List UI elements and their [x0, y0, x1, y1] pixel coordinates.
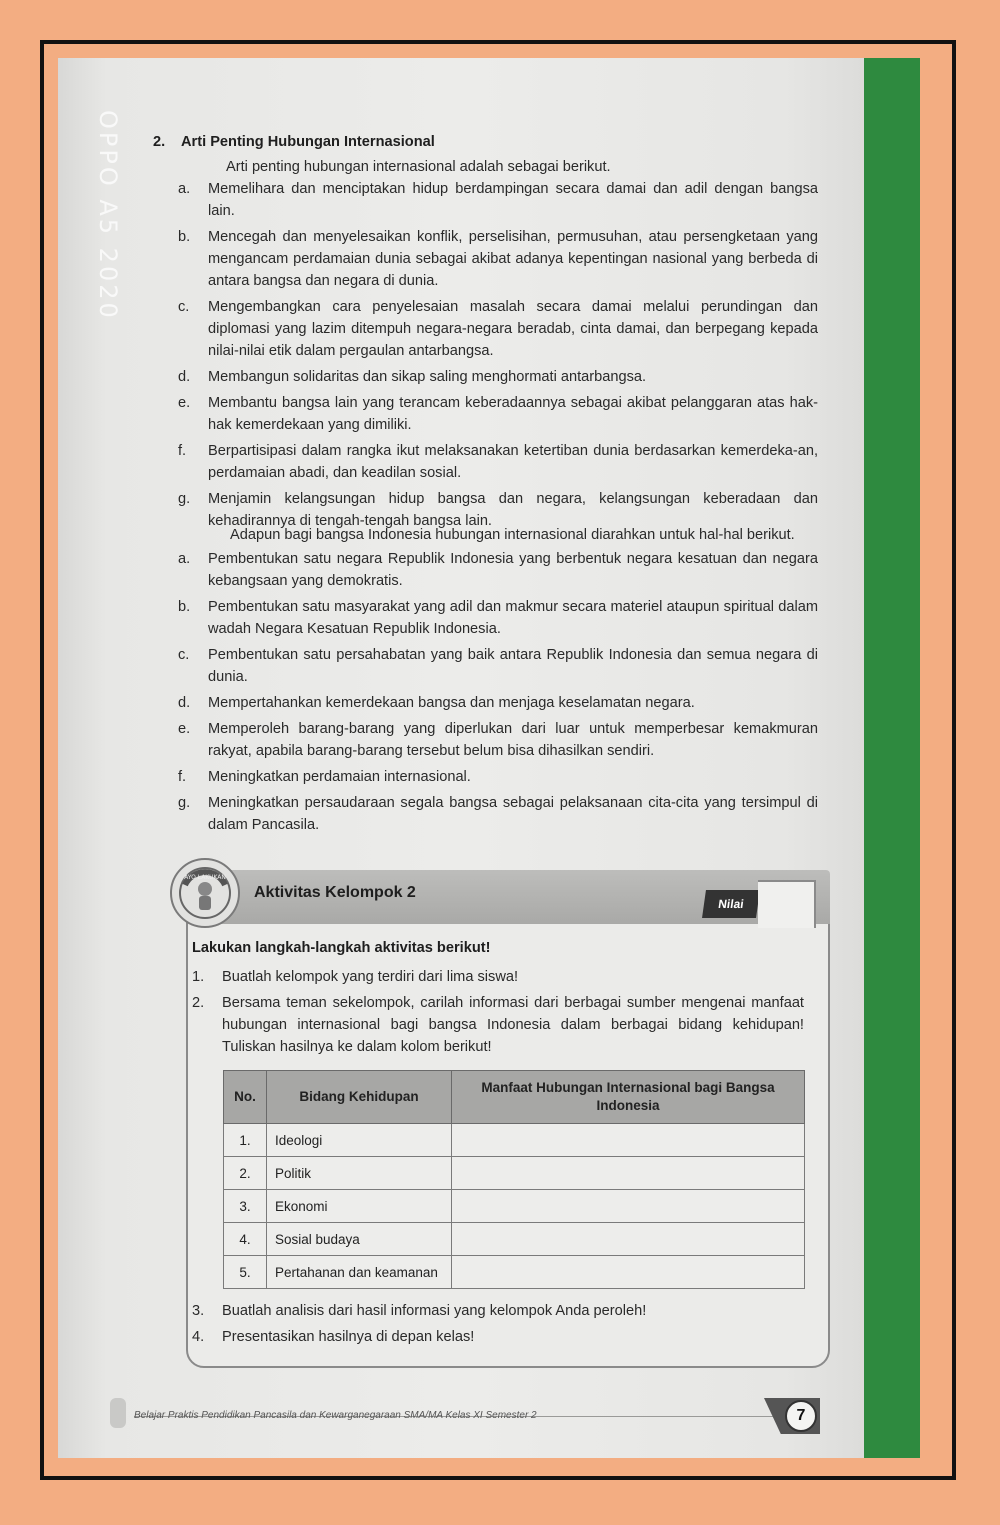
list-item — [178, 440, 818, 484]
list-item-text: Pembentukan satu negara Republik Indonesia yang berbentuk negara kesatuan dan negara kebangsaan yang demokratis. — [208, 551, 818, 589]
list-item-label: 1. — [192, 969, 205, 985]
cell-bidang: Sosial budaya — [267, 1223, 452, 1256]
list-item — [178, 178, 818, 222]
activity-step — [192, 992, 804, 1058]
list-item-label: e. — [178, 395, 191, 411]
list-item-text: Mempertahankan kemerdekaan bangsa dan menjaga keselamatan negara. — [208, 695, 695, 711]
table-row — [224, 1157, 805, 1190]
section-intro: Arti penting hubungan internasional adalah sebagai berikut. — [226, 159, 611, 175]
list-item — [178, 366, 818, 388]
nilai-score-box — [758, 880, 816, 928]
cell-no: 3. — [224, 1190, 267, 1223]
list-item-label: e. — [178, 721, 191, 737]
table-row — [224, 1223, 805, 1256]
list-item-text: Membangun solidaritas dan sikap saling menghormati antarbangsa. — [208, 369, 647, 385]
importance-list — [178, 178, 818, 532]
page-number: 7 — [785, 1400, 817, 1432]
list-item — [178, 548, 818, 592]
list-item-text: Bersama teman sekelompok, carilah informasi dari berbagai sumber mengenai manfaat hubungan internasional bagi bangsa Indonesia dalam berbagai bidang kehidupan! Tuliskan hasilnya ke dalam kolom berikut! — [222, 995, 804, 1055]
list-item-text: Pembentukan satu masyarakat yang adil dan makmur secara materiel ataupun spiritual dalam wadah Negara Kesatuan Republik Indonesia. — [208, 599, 818, 637]
list-item — [178, 766, 818, 788]
cell-manfaat[interactable] — [452, 1157, 805, 1190]
list-item — [178, 644, 818, 688]
cell-manfaat[interactable] — [452, 1190, 805, 1223]
list-item-label: g. — [178, 795, 191, 811]
list-item-text: Menjamin kelangsungan hidup bangsa dan negara, kelangsungan keberadaan dan kehadirannya di tengah-tengah bangsa lain. — [208, 491, 818, 529]
indonesia-list — [178, 548, 818, 836]
section-title — [153, 134, 435, 150]
ayo-lakukan-icon — [177, 865, 233, 921]
cell-manfaat[interactable] — [452, 1124, 805, 1157]
list-item — [178, 392, 818, 436]
table-header-row — [224, 1071, 805, 1124]
book-page — [58, 58, 864, 1458]
list-item — [178, 226, 818, 292]
cell-no: 2. — [224, 1157, 267, 1190]
list-item-text: Meningkatkan persaudaraan segala bangsa sebagai pelaksanaan cita-cita yang tersimpul di dalam Pancasila. — [208, 795, 818, 833]
header-bidang: Bidang Kehidupan — [267, 1071, 452, 1124]
cell-no: 4. — [224, 1223, 267, 1256]
nilai-badge: Nilai — [702, 890, 760, 918]
list-item — [178, 692, 818, 714]
activity-lead: Lakukan langkah-langkah aktivitas berikut! — [192, 940, 491, 956]
cell-no: 1. — [224, 1124, 267, 1157]
list-item-text: Presentasikan hasilnya di depan kelas! — [222, 1329, 475, 1345]
list-item-label: 4. — [192, 1329, 205, 1345]
footer-icon — [110, 1398, 126, 1428]
list-item-label: a. — [178, 551, 191, 567]
indonesia-paragraph: Adapun bagi bangsa Indonesia hubungan internasional diarahkan untuk hal-hal berikut. — [230, 527, 795, 543]
activity-step — [192, 1326, 804, 1348]
cell-bidang: Ekonomi — [267, 1190, 452, 1223]
table-row — [224, 1190, 805, 1223]
cell-bidang: Politik — [267, 1157, 452, 1190]
list-item-label: f. — [178, 769, 187, 785]
list-item-label: c. — [178, 647, 190, 663]
activity-step — [192, 966, 804, 988]
cell-no: 5. — [224, 1256, 267, 1289]
list-item-label: 2. — [192, 995, 205, 1011]
list-item-label: g. — [178, 491, 191, 507]
list-item-text: Memperoleh barang-barang yang diperlukan dari luar untuk memperbesar kemakmuran rakyat, apabila barang-barang tersebut belum bisa dihasilkan sendiri. — [208, 721, 818, 759]
list-item-label: d. — [178, 369, 191, 385]
cell-manfaat[interactable] — [452, 1223, 805, 1256]
cell-manfaat[interactable] — [452, 1256, 805, 1289]
activity-steps-after — [192, 1300, 804, 1348]
list-item-label: b. — [178, 599, 191, 615]
section-number: 2. — [153, 134, 166, 150]
list-item-text: Buatlah analisis dari hasil informasi yang kelompok Anda peroleh! — [222, 1303, 647, 1319]
list-item-text: Membantu bangsa lain yang terancam keberadaannya sebagai akibat pelanggaran atas hak-hak kemerdekaan yang dimiliki. — [208, 395, 818, 433]
list-item-text: Memelihara dan menciptakan hidup berdampingan secara damai dan adil dengan bangsa lain. — [208, 181, 818, 219]
logo-lettering: AYO LAKUKAN — [184, 874, 226, 881]
list-item-label: a. — [178, 181, 191, 197]
table-row — [224, 1256, 805, 1289]
book-photo — [58, 58, 920, 1458]
list-item-text: Pembentukan satu persahabatan yang baik antara Republik Indonesia dan semua negara di dunia. — [208, 647, 818, 685]
activity-title: Aktivitas Kelompok 2 — [254, 884, 416, 901]
list-item-label: 3. — [192, 1303, 205, 1319]
list-item-text: Mengembangkan cara penyelesaian masalah secara damai melalui perundingan dan diplomasi yang lazim ditempuh negara-negara beradab, cinta damai, dan berpegang kepada nilai-nilai etik dalam pergaulan antarbangsa. — [208, 299, 818, 359]
header-no: No. — [224, 1071, 267, 1124]
activity-steps — [192, 966, 804, 1058]
list-item — [178, 296, 818, 362]
list-item-label: d. — [178, 695, 191, 711]
activity-step — [192, 1300, 804, 1322]
camera-watermark: OPPO A5 2020 — [94, 110, 122, 321]
list-item — [178, 596, 818, 640]
list-item — [178, 792, 818, 836]
benefit-table — [223, 1070, 805, 1289]
ayo-lakukan-logo — [170, 858, 240, 928]
list-item-label: c. — [178, 299, 190, 315]
list-item-text: Berpartisipasi dalam rangka ikut melaksanakan ketertiban dunia berdasarkan kemerdeka-an, perdamaian abadi, dan keadilan sosial. — [208, 443, 818, 481]
section-title-text: Arti Penting Hubungan Internasional — [181, 134, 435, 150]
list-item-text: Mencegah dan menyelesaikan konflik, perselisihan, permusuhan, atau persengketaan yang mengancam perdamaian dunia sebagai akibat adanya kepentingan nasional yang berbeda di antara bangsa dan negara di dunia. — [208, 229, 818, 289]
footer-book-title: Belajar Praktis Pendidikan Pancasila dan Kewarganegaraan SMA/MA Kelas XI Semester 2 — [134, 1410, 537, 1421]
list-item-label: b. — [178, 229, 191, 245]
list-item-text: Buatlah kelompok yang terdiri dari lima siswa! — [222, 969, 519, 985]
table-row — [224, 1124, 805, 1157]
list-item-text: Meningkatkan perdamaian internasional. — [208, 769, 471, 785]
list-item-label: f. — [178, 443, 187, 459]
cell-bidang: Ideologi — [267, 1124, 452, 1157]
header-manfaat: Manfaat Hubungan Internasional bagi Bangsa Indonesia — [452, 1071, 805, 1124]
list-item — [178, 718, 818, 762]
cell-bidang: Pertahanan dan keamanan — [267, 1256, 452, 1289]
